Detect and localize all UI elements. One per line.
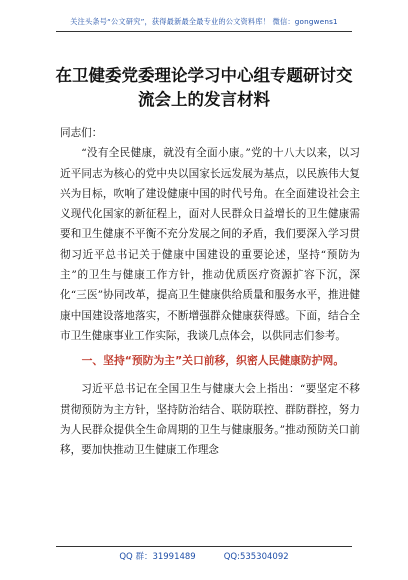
title-line-2: 流会上的发言材料: [138, 90, 270, 109]
salutation: 同志们：: [60, 127, 103, 139]
page-header: [56, 9, 352, 32]
title-line-1: 在卫健委党委理论学习中心组专题研讨交: [55, 66, 353, 85]
spacer: [60, 371, 360, 379]
section-heading-1: 一、坚持“预防为主”关口前移，织密人民健康防护网。: [81, 354, 345, 368]
page-footer: [56, 546, 352, 562]
promo-text[interactable]: 关注头条号“公文研究”，获得最新最全最专业的公文资料库！ 微信：gongwens1: [70, 17, 338, 26]
document-body: [60, 123, 360, 460]
paragraph-intro: “没有全民健康，就没有全面小康。”党的十八大以来，以习近平同志为核心的党中央以国家长远发展为基点，以民族伟大复兴为目标，吹响了建设健康中国的时代号角。在全面建设社会主义现代化国家的新征程上，面对人民群众日益增长的卫生健康需要和卫生健康不平衡不充分发展之间的矛盾，我们要深入学习贯彻习近平总书记关于健康中国建设的重要论述，坚持“预防为主”的卫生与健康工作方针，推动优质医疗资源扩容下沉，深化“三医”协同改革，提高卫生健康供给质量和服务水平，推进健康中国建设落地落实，不断增强群众健康获得感。下面，结合全市卫生健康事业工作实际，我谈几点体会，以供同志们参考。: [60, 147, 360, 342]
footer-qq: QQ:535304092: [223, 552, 289, 562]
document-title: [40, 64, 368, 112]
footer-qq-group: QQ 群：31991489: [119, 552, 196, 562]
paragraph-section-1: 习近平总书记在全国卫生与健康大会上指出：“要坚定不移贯彻预防为主方针，坚持防治结合、联防联控、群防群控，努力为人民群众提供全生命周期的卫生与健康服务。”推动预防关口前移，要加快推动卫生健康工作理念: [60, 383, 360, 457]
